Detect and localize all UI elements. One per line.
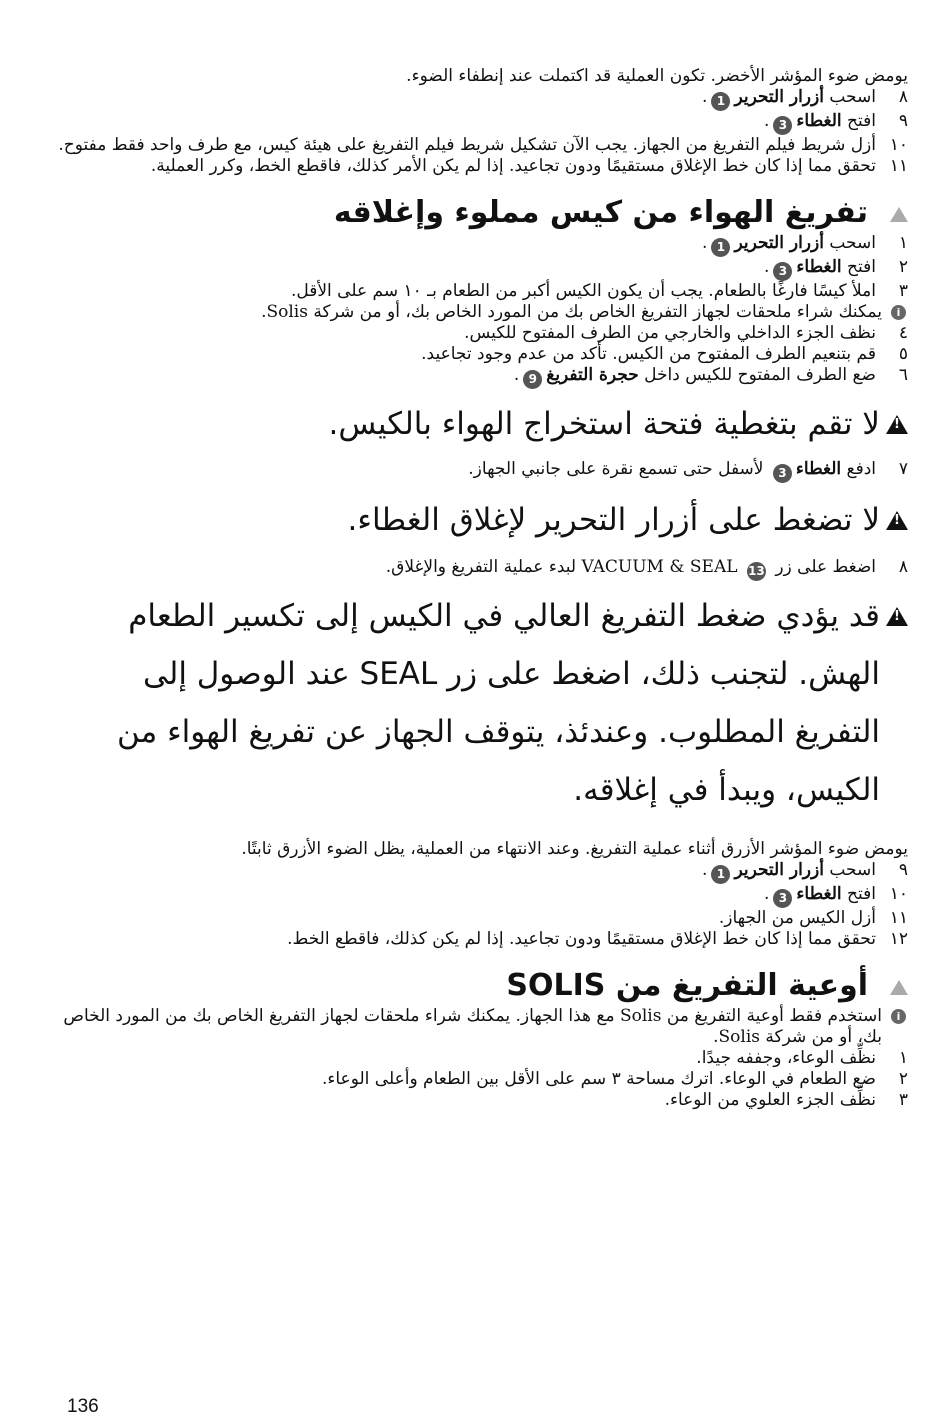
warning-icon xyxy=(886,607,908,626)
list-item: ١٠ افتح الغطاء3. xyxy=(58,884,908,908)
warning-fragile-food: ! قد يؤدي ضغط التفريغ العالي في الكيس إلى تكسير الطعام الهش. لتجنب ذلك، اضغط على زر SEAL عند الوصول إلى التفريغ المطلوب. وعندئذ، يتوقف الجهاز عن تفريغ الهواء من الكيس، ويبدأ في إغلاقه. xyxy=(58,587,908,819)
info-note: i استخدم فقط أوعية التفريغ من Solis مع هذا الجهاز. يمكنك شراء ملحقات لجهاز التفريغ الخاص بك من المورد الخاص بك، أو من شركة Solis. xyxy=(58,1006,908,1048)
callout-number-badge: 3 xyxy=(773,262,792,281)
callout-number-badge: 1 xyxy=(711,238,730,257)
callout-number-badge: 3 xyxy=(773,889,792,908)
section2-steps xyxy=(58,1048,908,1111)
step-number: ٢ xyxy=(898,1069,908,1089)
list-item: ٣ نظِّف الجزء العلوي من الوعاء. xyxy=(664,1090,908,1110)
step-number: ٩ xyxy=(898,860,908,880)
list-item: ٦ ضع الطرف المفتوح للكيس داخل حجرة التفريغ9. xyxy=(58,365,908,389)
info-icon: i xyxy=(891,305,906,320)
info-icon: i xyxy=(891,1009,906,1024)
list-item: ٨ اضغط على زر 13 VACUUM & SEAL لبدء عملية التفريغ والإغلاق. xyxy=(58,557,908,581)
step-number: ٢ xyxy=(898,257,908,277)
list-item: ٣ املأ كيسًا فارغًا بالطعام. يجب أن يكون الكيس أكبر من الطعام بـ ١٠ سم على الأقل. xyxy=(290,281,908,301)
page-content xyxy=(58,0,908,1111)
list-item: ٥ قم بتنعيم الطرف المفتوح من الكيس. تأكد من عدم وجود تجاعيد. xyxy=(421,344,908,364)
callout-number-badge: 3 xyxy=(773,464,792,483)
list-item: ١٠ أزل شريط فيلم التفريغ من الجهاز. يجب الآن تشكيل شريط فيلم التفريغ على هيئة كيس، مع طرف واحد فقط مفتوح. xyxy=(58,135,908,155)
callout-number-badge: 9 xyxy=(523,370,542,389)
step-number: ١٢ xyxy=(889,929,908,949)
step-number: ٧ xyxy=(898,459,908,479)
step-number: ٣ xyxy=(898,1090,908,1110)
step-number: ١ xyxy=(898,233,908,253)
step-number: ١١ xyxy=(889,156,908,176)
step-number: ٣ xyxy=(898,281,908,301)
step-number: ١٠ xyxy=(889,135,908,155)
list-item: ١ نظِّف الوعاء، وجففه جيدًا. xyxy=(696,1048,908,1068)
step-number: ٩ xyxy=(898,111,908,131)
list-item: ١١ تحقق مما إذا كان خط الإغلاق مستقيمًا ودون تجاعيد. إذا لم يكن الأمر كذلك، فاقطع الخط، وكرر العملية. xyxy=(150,156,908,176)
list-item: ٧ ادفع الغطاء3 لأسفل حتى تسمع نقرة على جانبي الجهاز. xyxy=(58,459,908,483)
callout-number-badge: 13 xyxy=(747,562,766,581)
step-number: ٦ xyxy=(898,365,908,385)
step-number: ٤ xyxy=(898,323,908,343)
list-item: ١ اسحب أزرار التحرير1. xyxy=(58,233,908,257)
section1-steps-a xyxy=(58,233,908,302)
warning-icon xyxy=(886,511,908,530)
step-number: ٥ xyxy=(898,344,908,364)
callout-number-badge: 1 xyxy=(711,92,730,111)
list-item: ١٢ تحقق مما إذا كان خط الإغلاق مستقيمًا ودون تجاعيد. إذا لم يكن كذلك، فاقطع الخط. xyxy=(287,929,908,949)
list-item: ٩ افتح الغطاء3. xyxy=(58,111,908,135)
info-note: i يمكنك شراء ملحقات لجهاز التفريغ الخاص بك من المورد الخاص بك، أو من شركة Solis. xyxy=(58,302,908,323)
callout-number-badge: 3 xyxy=(773,116,792,135)
page-number: 136 xyxy=(67,1396,99,1417)
section1-steps-b xyxy=(58,323,908,389)
warning-cover-air-outlet: ! لا تقم بتغطية فتحة استخراج الهواء بالكيس. xyxy=(58,395,908,453)
green-indicator-note: يومض ضوء المؤشر الأخضر. تكون العملية قد اكتملت عند إنطفاء الضوء. xyxy=(406,66,908,86)
step-number: ١ xyxy=(898,1048,908,1068)
triangle-bullet-icon xyxy=(890,207,908,222)
list-item: ٤ نظف الجزء الداخلي والخارجي من الطرف المفتوح للكيس. xyxy=(464,323,908,343)
list-item: ٢ افتح الغطاء3. xyxy=(58,257,908,281)
section1-steps-c xyxy=(58,860,908,950)
warning-icon xyxy=(886,415,908,434)
intro-steps xyxy=(58,87,908,177)
step-number: ١١ xyxy=(889,908,908,928)
section-heading-fill-seal: تفريغ الهواء من كيس مملوء وإغلاقه xyxy=(58,193,908,233)
list-item: ١١ أزل الكيس من الجهاز. xyxy=(718,908,908,928)
triangle-bullet-icon xyxy=(890,980,908,995)
list-item: ٢ ضع الطعام في الوعاء. اترك مساحة ٣ سم على الأقل بين الطعام وأعلى الوعاء. xyxy=(321,1069,908,1089)
list-item: ٨ اسحب أزرار التحرير1. xyxy=(58,87,908,111)
warning-release-buttons: ! لا تضغط على أزرار التحرير لإغلاق الغطاء. xyxy=(58,491,908,549)
list-item: ٩ اسحب أزرار التحرير1. xyxy=(58,860,908,884)
step-number: ١٠ xyxy=(889,884,908,904)
step-number: ٨ xyxy=(898,87,908,107)
step-number: ٨ xyxy=(898,557,908,577)
blue-indicator-note: يومض ضوء المؤشر الأزرق أثناء عملية التفريغ. وعند الانتهاء من العملية، يظل الضوء الأزرق ثابتًا. xyxy=(241,839,908,859)
section-heading-solis-containers: أوعية التفريغ من SOLIS xyxy=(58,966,908,1006)
callout-number-badge: 1 xyxy=(711,865,730,884)
